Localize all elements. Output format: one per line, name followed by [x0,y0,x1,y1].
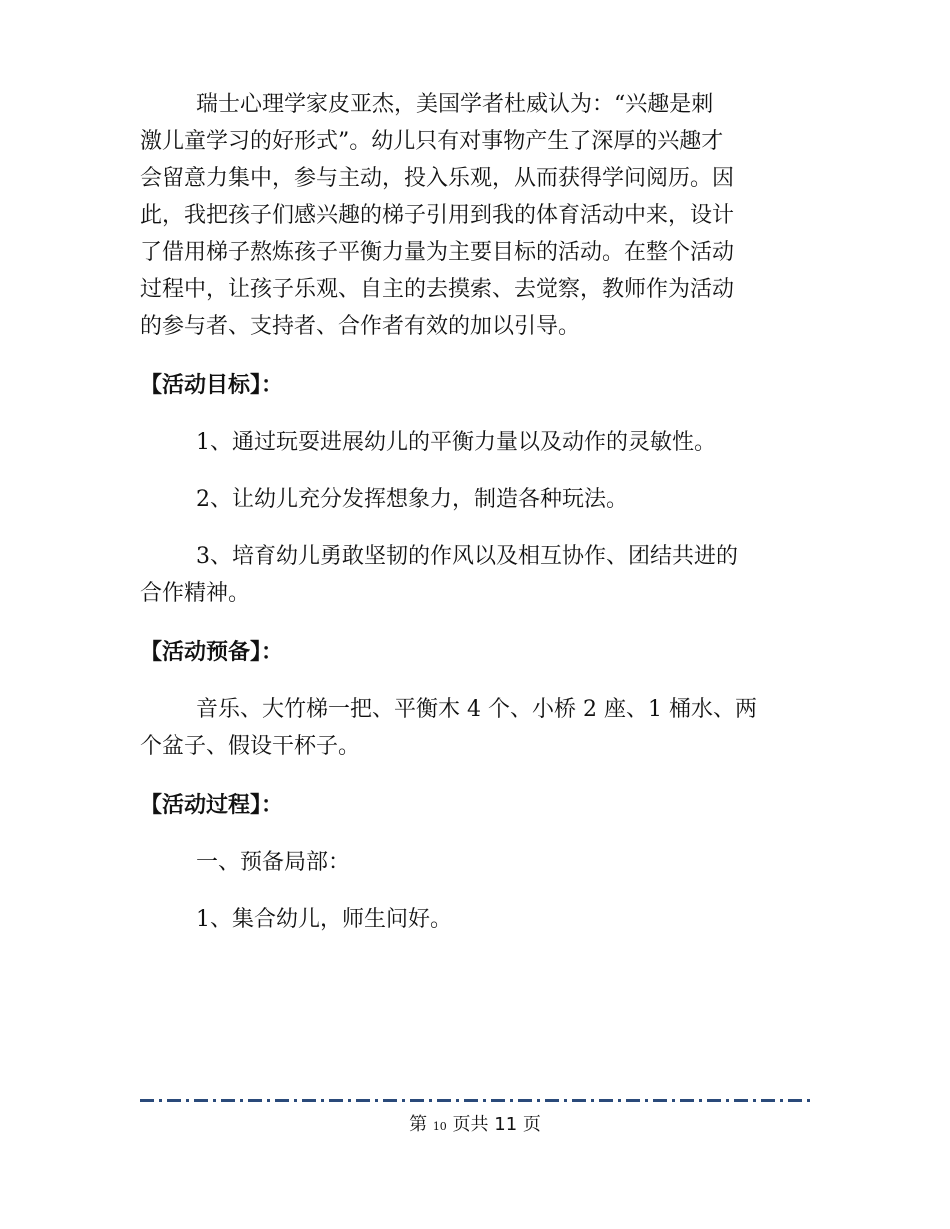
footer-current-page: 10 [432,1120,447,1133]
goal-item-3-line: 合作精神。 [140,581,251,606]
footer-prefix: 第 [409,1114,428,1135]
goal-item-1 [140,424,812,461]
intro-line: 了借用梯子熬炼孩子平衡力量为主要目标的活动。在整个活动 [140,240,735,265]
intro-line: 的参与者、支持者、合作者有效的加以引导。 [140,314,581,339]
process-step-1-item-1 [140,901,812,938]
goal-item-3 [140,538,812,612]
process-step-1-item-1-text: 1、集合幼儿，师生问好。 [196,907,452,932]
footer-divider [140,1099,812,1102]
intro-line: 会留意力集中，参与主动，投入乐观，从而获得学问阅历。因 [140,166,735,191]
prep-line: 音乐、大竹梯一把、平衡木 4 个、小桥 2 座、1 桶水、两 [196,697,757,722]
intro-line: 瑞士心理学家皮亚杰，美国学者杜威认为：“兴趣是刺 [196,92,714,117]
footer-total-pages: 11 [494,1114,518,1135]
footer-middle: 页共 [452,1114,489,1135]
page-content [140,86,812,938]
goal-item-2 [140,481,812,518]
goal-item-1-text: 1、通过玩耍进展幼儿的平衡力量以及动作的灵敏性。 [196,430,716,455]
footer-suffix: 页 [522,1114,541,1135]
prep-line: 个盆子、假设干杯子。 [140,734,361,759]
intro-line: 激儿童学习的好形式”。幼儿只有对事物产生了深厚的兴趣才 [140,129,724,154]
prep-paragraph [140,691,812,765]
process-step-1 [140,844,812,881]
goal-item-3-line: 3、培育幼儿勇敢坚韧的作风以及相互协作、团结共进的 [196,544,738,569]
page-footer [0,1112,950,1140]
process-step-1-text: 一、预备局部： [196,850,351,875]
intro-line: 过程中，让孩子乐观、自主的去摸索、去觉察，教师作为活动 [140,277,735,302]
intro-line: 此，我把孩子们感兴趣的梯子引用到我的体育活动中来，设计 [140,203,735,228]
goals-heading: 【活动目标】： [140,373,284,398]
process-heading: 【活动过程】： [140,793,284,818]
goal-item-2-text: 2、让幼儿充分发挥想象力，制造各种玩法。 [196,487,628,512]
prep-heading: 【活动预备】： [140,640,284,665]
intro-paragraph [140,86,812,345]
